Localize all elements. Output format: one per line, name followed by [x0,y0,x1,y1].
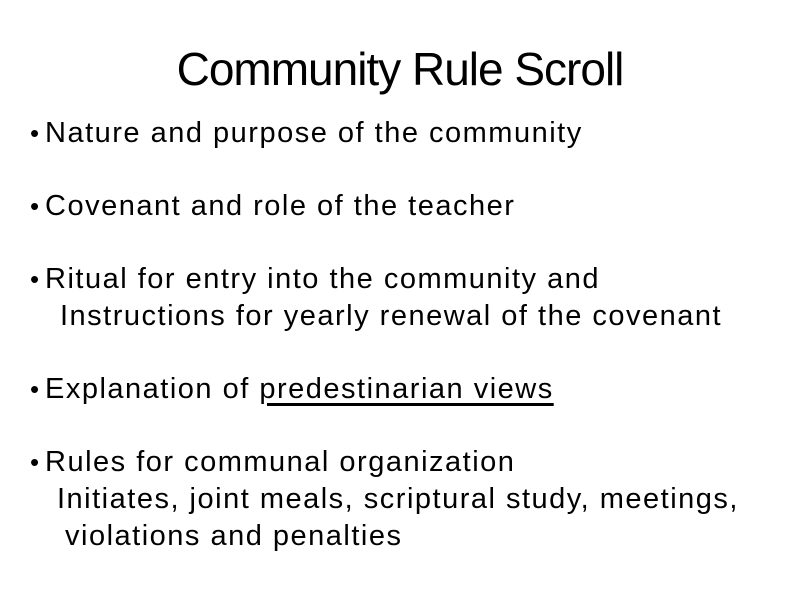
bullet-list [30,115,790,555]
bullet-continuation-line: Instructions for yearly renewal of the covenant [60,300,723,332]
bullet-item-explanation [30,371,790,408]
slide-title: Community Rule Scroll [176,43,624,95]
bullet-text [45,188,790,225]
bullet-icon: • [30,191,40,221]
bullet-item-covenant [30,188,790,225]
bullet-line: Covenant and role of the teacher [45,190,516,222]
bullet-text [45,371,790,408]
bullet-text [45,115,790,152]
bullet-line [45,371,790,408]
bullet-icon: • [30,374,40,404]
bullet-line: Ritual for entry into the community and [45,263,600,295]
bullet-continuation-line: violations and penalties [65,520,403,552]
bullet-text [45,261,790,335]
bullet-icon: • [30,447,40,477]
bullet-line-prefix: Explanation of [45,373,260,405]
bullet-icon: • [30,118,40,148]
bullet-item-ritual [30,261,790,335]
bullet-icon: • [30,264,40,294]
bullet-continuation-line: Initiates, joint meals, scriptural study, meetings, [57,483,739,515]
bullet-item-rules [30,444,790,555]
bullet-text [45,444,790,555]
bullet-line: Rules for communal organization [45,446,516,478]
bullet-item-nature [30,115,790,152]
underlined-term: predestinarian views [259,373,554,405]
bullet-line: Nature and purpose of the community [45,117,583,149]
